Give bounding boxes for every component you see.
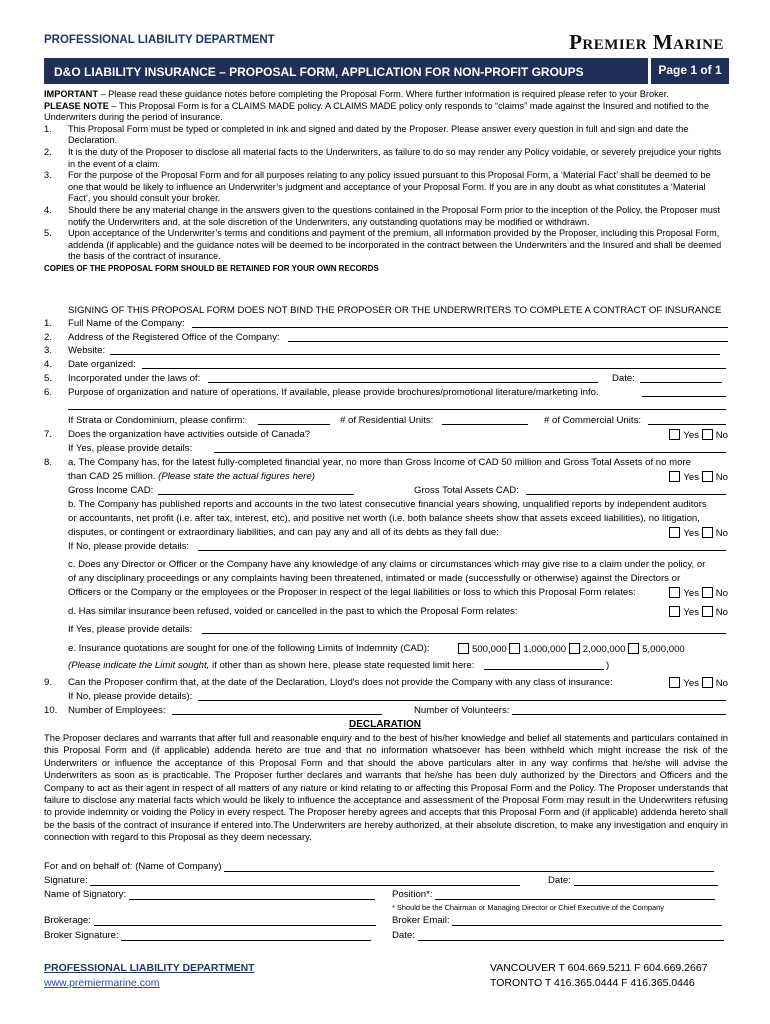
signature-row [44,875,520,886]
please-note-text: – This Proposal Form is for a CLAIMS MADE policy. A CLAIMS MADE policy only responds to “claims” made against the Insured and notified to the Underwriters during the period of insurance. [44,100,710,123]
guidance-text: This Proposal Form must be typed or completed in ink and signed and dated by the Proposer. Please answer every question in full and sign and date the Declaration. [68,123,689,146]
please-note-label: PLEASE NOTE [44,100,109,111]
commercial-field[interactable] [648,415,726,425]
residential-field[interactable] [442,415,528,425]
guidance-text: Should there be any material change in the answers given to the questions contained in the Proposal Form prior to the inception of the Policy, the Proposer must notify the Underwriters and, at the sole discretion of the Underwriters, any outstanding quotations may be modified or withdrawn. [68,204,721,227]
declaration-heading: DECLARATION [348,719,422,730]
q8a-yes-checkbox[interactable] [669,471,680,482]
q8b-label: b. The Company has published reports and accounts in the two latest consecutive financial years showing, unqualified reports by independent auditors [68,499,707,510]
yes-label: Yes [683,588,700,599]
q10-label: Number of Employees: [68,705,166,716]
q4-label: Date organized: [68,359,136,370]
important-label: IMPORTANT [44,89,98,99]
footer-toronto: TORONTO T 416.365.0444 F 416.365.0446 [490,977,695,989]
q8b-label-2: or accountants, net profit (i.e. after tax, interest, etc), and positive net worth (i.e. both balance sheets show that assets exceed liabilities), no litigation, [68,513,700,524]
q9-no-checkbox[interactable] [702,677,713,688]
q7-label: Does the organization have activities outside of Canada? [68,429,311,440]
brokerage-row [44,915,376,926]
strata-field[interactable] [258,415,330,425]
broker-date-field[interactable] [418,931,724,941]
q8e-note [68,660,474,672]
signature-date-label: Date: [548,875,571,886]
guidance-item [44,205,728,228]
broker-email-row [392,915,722,926]
position-field[interactable] [435,890,715,900]
brokerage-label: Brokerage: [44,915,91,926]
broker-date-label: Date: [392,930,415,941]
behalf-row [44,861,714,872]
q8a-text: than CAD 25 million. [68,471,156,482]
q8a-note: (Please state the actual figures here) [155,471,315,482]
q8d-details-field[interactable] [202,624,726,634]
guidance-list [44,124,728,263]
q9-details-field[interactable] [198,691,726,701]
q8c-yes-no [669,587,728,600]
signatory-label: Name of Signatory: [44,889,127,900]
guidance-num: 2. [44,146,52,157]
q1-label: Full Name of the Company: [68,318,185,329]
q8a-label: a. The Company has, for the latest fully-completed financial year, no more than Gross Income of CAD 50 million and Gross Total Assets of no more [68,457,692,468]
yes-label: Yes [683,678,700,689]
limit-500k-label: 500,000 [472,644,507,655]
q3-label: Website: [68,345,106,356]
purpose-field-2[interactable] [68,400,726,410]
footer-website-link[interactable]: www.premiermarine.com [44,977,160,989]
limit-1m-label: 1,000,000 [523,644,567,655]
yes-label: Yes [683,472,700,483]
position-note: * Should be the Chairman or Managing Director or Chief Executive of the Company [392,903,664,912]
signature-label: Signature: [44,875,88,886]
q8e-note-text: if other than as shown here, please state requested limit here: [209,660,475,671]
q8a-yes-no [669,471,728,484]
q3-number: 3. [44,345,53,356]
q8d-label: d. Has similar insurance been refused, voided or cancelled in the past to which the Proposal Form relates: [68,606,518,617]
q7-details-field[interactable] [214,443,726,453]
guidance-notes [44,89,728,275]
employees-field[interactable] [172,705,382,715]
important-text: – Please read these guidance notes before completing the Proposal Form. Where further information is required please refer to your Broker. [97,89,669,99]
brokerage-field[interactable] [94,916,376,926]
q9-yes-no [669,677,728,690]
gross-assets-field[interactable] [526,485,726,495]
q8b-yes-no [669,527,728,540]
no-label: No [715,678,728,689]
footer-vancouver: VANCOUVER T 604.669.5211 F 604.669.2667 [490,962,708,974]
date-organized-field[interactable] [142,359,726,369]
q8e-note-italic: (Please indicate the Limit sought, [68,660,210,671]
website-field[interactable] [110,345,720,355]
company-name-field[interactable] [192,318,728,328]
limit-options [458,643,685,656]
q8d-yes-checkbox[interactable] [669,606,680,617]
guidance-num: 1. [44,123,52,134]
limit-1m-checkbox[interactable] [509,643,520,654]
broker-email-label: Broker Email: [392,915,450,926]
guidance-text: It is the duty of the Proposer to disclose all material facts to the Underwriters, as failure to do so may render any Policy voidable, or severely prejudice your rights in the event of a claim. [68,146,722,169]
q9-details-label: If No, please provide details): [68,691,193,702]
signature-date-field[interactable] [574,876,718,886]
position-label: Position*: [392,889,433,900]
guidance-item [44,124,728,147]
broker-signature-field[interactable] [121,931,371,941]
important-note [44,89,728,101]
registered-office-field[interactable] [288,332,728,342]
broker-signature-label: Broker Signature: [44,930,119,941]
q8d-details-label: If Yes, please provide details: [68,624,193,635]
please-note [44,101,728,124]
q7-number: 7. [44,429,53,440]
q7-yes-checkbox[interactable] [669,429,680,440]
close-paren: ) [606,660,610,671]
no-label: No [715,607,728,618]
q8b-details-label: If No, please provide details: [68,541,190,552]
limit-5m-checkbox[interactable] [628,643,639,654]
q8b-yes-checkbox[interactable] [669,527,680,538]
gross-income-label: Gross Income CAD: [68,485,154,496]
q7-details-label: If Yes, please provide details: [68,443,193,454]
incorporation-date-field[interactable] [640,373,722,383]
q8b-details-field[interactable] [198,541,726,551]
q10-number: 10. [44,705,58,716]
behalf-label: For and on behalf of: (Name of Company) [44,861,222,872]
q6-label: Purpose of organization and nature of operations. If available, please provide brochures/promotional literature/marketing info. [68,387,599,398]
limit-500k-checkbox[interactable] [458,643,469,654]
q7-no-checkbox[interactable] [702,429,713,440]
signing-note: SIGNING OF THIS PROPOSAL FORM DOES NOT BIND THE PROPOSER OR THE UNDERWRITERS TO COMPLETE A CONTRACT OF INSURANCE [68,305,722,316]
no-label: No [715,588,728,599]
incorporated-laws-field[interactable] [208,373,598,383]
copies-note: COPIES OF THE PROPOSAL FORM SHOULD BE RETAINED FOR YOUR OWN RECORDS [44,263,379,273]
q9-yes-checkbox[interactable] [669,677,680,688]
guidance-num: 3. [44,170,52,181]
form-title: D&O LIABILITY INSURANCE – PROPOSAL FORM, APPLICATION FOR NON-PROFIT GROUPS [44,58,648,84]
position-row [392,889,715,900]
volunteers-label: Number of Volunteers: [414,705,510,716]
guidance-item [44,147,728,170]
q8b-no-checkbox[interactable] [702,527,713,538]
q8c-label-3: Officers or the Company or the employees or the Proposer in respect of the legal liabilities or loss to which this Proposal Form relates: [68,587,636,598]
gross-income-field[interactable] [158,485,354,495]
logo-text: Premier Marine [569,30,724,54]
q8e-label: e. Insurance quotations are sought for one of the following Limits of Indemnity (CAD): [68,643,430,654]
guidance-item [44,228,728,263]
q5-date-label: Date: [612,373,635,384]
limit-5m-label: 5,000,000 [642,644,685,655]
yes-label: Yes [683,607,700,618]
yes-label: Yes [683,430,700,441]
q5-label: Incorporated under the laws of: [68,373,201,384]
q8c-no-checkbox[interactable] [702,587,713,598]
q8c-label: c. Does any Director or Officer or the Company have any knowledge of any claims or circumstances which may give rise to a claim under the policy, or [68,559,706,570]
department-heading: PROFESSIONAL LIABILITY DEPARTMENT [44,34,275,46]
q8b-label-3: disputes, or contingent or extraordinary liabilities, and can pay any and all of its debts as they fall due: [68,527,499,538]
q8c-label-2: of any disciplinary proceedings or any complaints having been threatened, intimated or made (successfully or otherwise) against the Directors or [68,573,681,584]
strata-label: If Strata or Condominium, please confirm: [68,415,246,426]
yes-label: Yes [683,528,700,539]
q2-number: 2. [44,332,53,343]
residential-label: # of Residential Units: [340,415,434,426]
q8a-no-checkbox[interactable] [702,471,713,482]
q8a-label-2 [68,471,315,483]
q9-number: 9. [44,677,53,688]
broker-signature-row [44,930,371,941]
q8d-no-checkbox[interactable] [702,606,713,617]
volunteers-field[interactable] [512,705,726,715]
broker-date-row [392,930,724,941]
no-label: No [715,472,728,483]
requested-limit-field[interactable] [484,660,604,670]
q5-number: 5. [44,373,53,384]
signatory-row [44,889,375,900]
q2-label: Address of the Registered Office of the Company: [68,332,280,343]
behalf-field[interactable] [224,862,714,872]
q9-label: Can the Proposer confirm that, at the date of the Declaration, Lloyd's does not provide the Company with any class of insurance: [68,677,613,688]
declaration-text: The Proposer declares and warrants that after full and reasonable enquiry and to the best of his/her knowledge and belief all statements and particulars contained in this Proposal Form and (if applicable) addenda hereto are true and that no information whatsoever has been withheld which might increase the risk of the Underwriters or influence the acceptance of this Proposal Form and that should the above particulars alter in any way confirms that he/she will advise the Underwriters as soon as is practicable. The Proposer further declares and warrants that he/she has been duly authorized by the Directors and Officers and the Company to act as their agent in respect of all matters of any nature or kind relating to or affecting this Proposal Form and the Policy. The Proposer understands that failure to disclose any material facts which would be likely to influence the acceptance and assessment of the Proposal Form may result in the Underwriters refusing to provide indemnity or voiding the Policy in every respect. The Proposer hereby agrees and accepts that this Proposal Form and (if applicable) addenda hereto shall be the basis of the contract of insurance if entered into.The Underwriters are hereby authorized, at their absolute discretion, to make any investigation and enquiry in connection with regard to this Proposal as they deem necessary. [44,732,728,843]
q6-number: 6. [44,387,53,398]
broker-email-field[interactable] [452,916,722,926]
limit-2m-label: 2,000,000 [582,644,626,655]
q4-number: 4. [44,359,53,370]
guidance-item [44,170,728,205]
guidance-num: 5. [44,228,52,239]
q8-number: 8. [44,457,53,468]
footer-department: PROFESSIONAL LIABILITY DEPARTMENT [44,962,255,974]
q8c-yes-checkbox[interactable] [669,587,680,598]
guidance-text: Upon acceptance of the Underwriter’s terms and conditions and payment of the premium, all information provided by the Proposer, including this Proposal Form, addenda (if applicable) and the guidance notes will be deemed to be incorporated in the contract between the Underwriters and the Insured and shall be deemed the basis of the contract of insurance. [68,228,722,262]
q7-yes-no [669,429,728,442]
signature-field[interactable] [90,876,520,886]
q8d-yes-no [669,606,728,619]
page-indicator: Page 1 of 1 [651,58,729,84]
signatory-field[interactable] [129,890,375,900]
limit-2m-checkbox[interactable] [569,643,580,654]
guidance-text: For the purpose of the Proposal Form and for all purposes relating to any policy issued pursuant to this Proposal Form, a ‘Material Fact’ shall be deemed to be one that would be likely to influence an Underwriter’s judgment and acceptance of your Proposal Form. If you are in any doubt as what constitutes a ‘Material Fact’, you should consult your broker. [68,170,711,204]
gross-assets-label: Gross Total Assets CAD: [414,485,519,496]
purpose-field[interactable] [642,387,726,397]
signature-date-row [548,875,718,886]
no-label: No [715,430,728,441]
commercial-label: # of Commercial Units: [544,415,642,426]
no-label: No [715,528,728,539]
premier-marine-logo [569,30,724,55]
q1-number: 1. [44,318,53,329]
guidance-num: 4. [44,204,52,215]
